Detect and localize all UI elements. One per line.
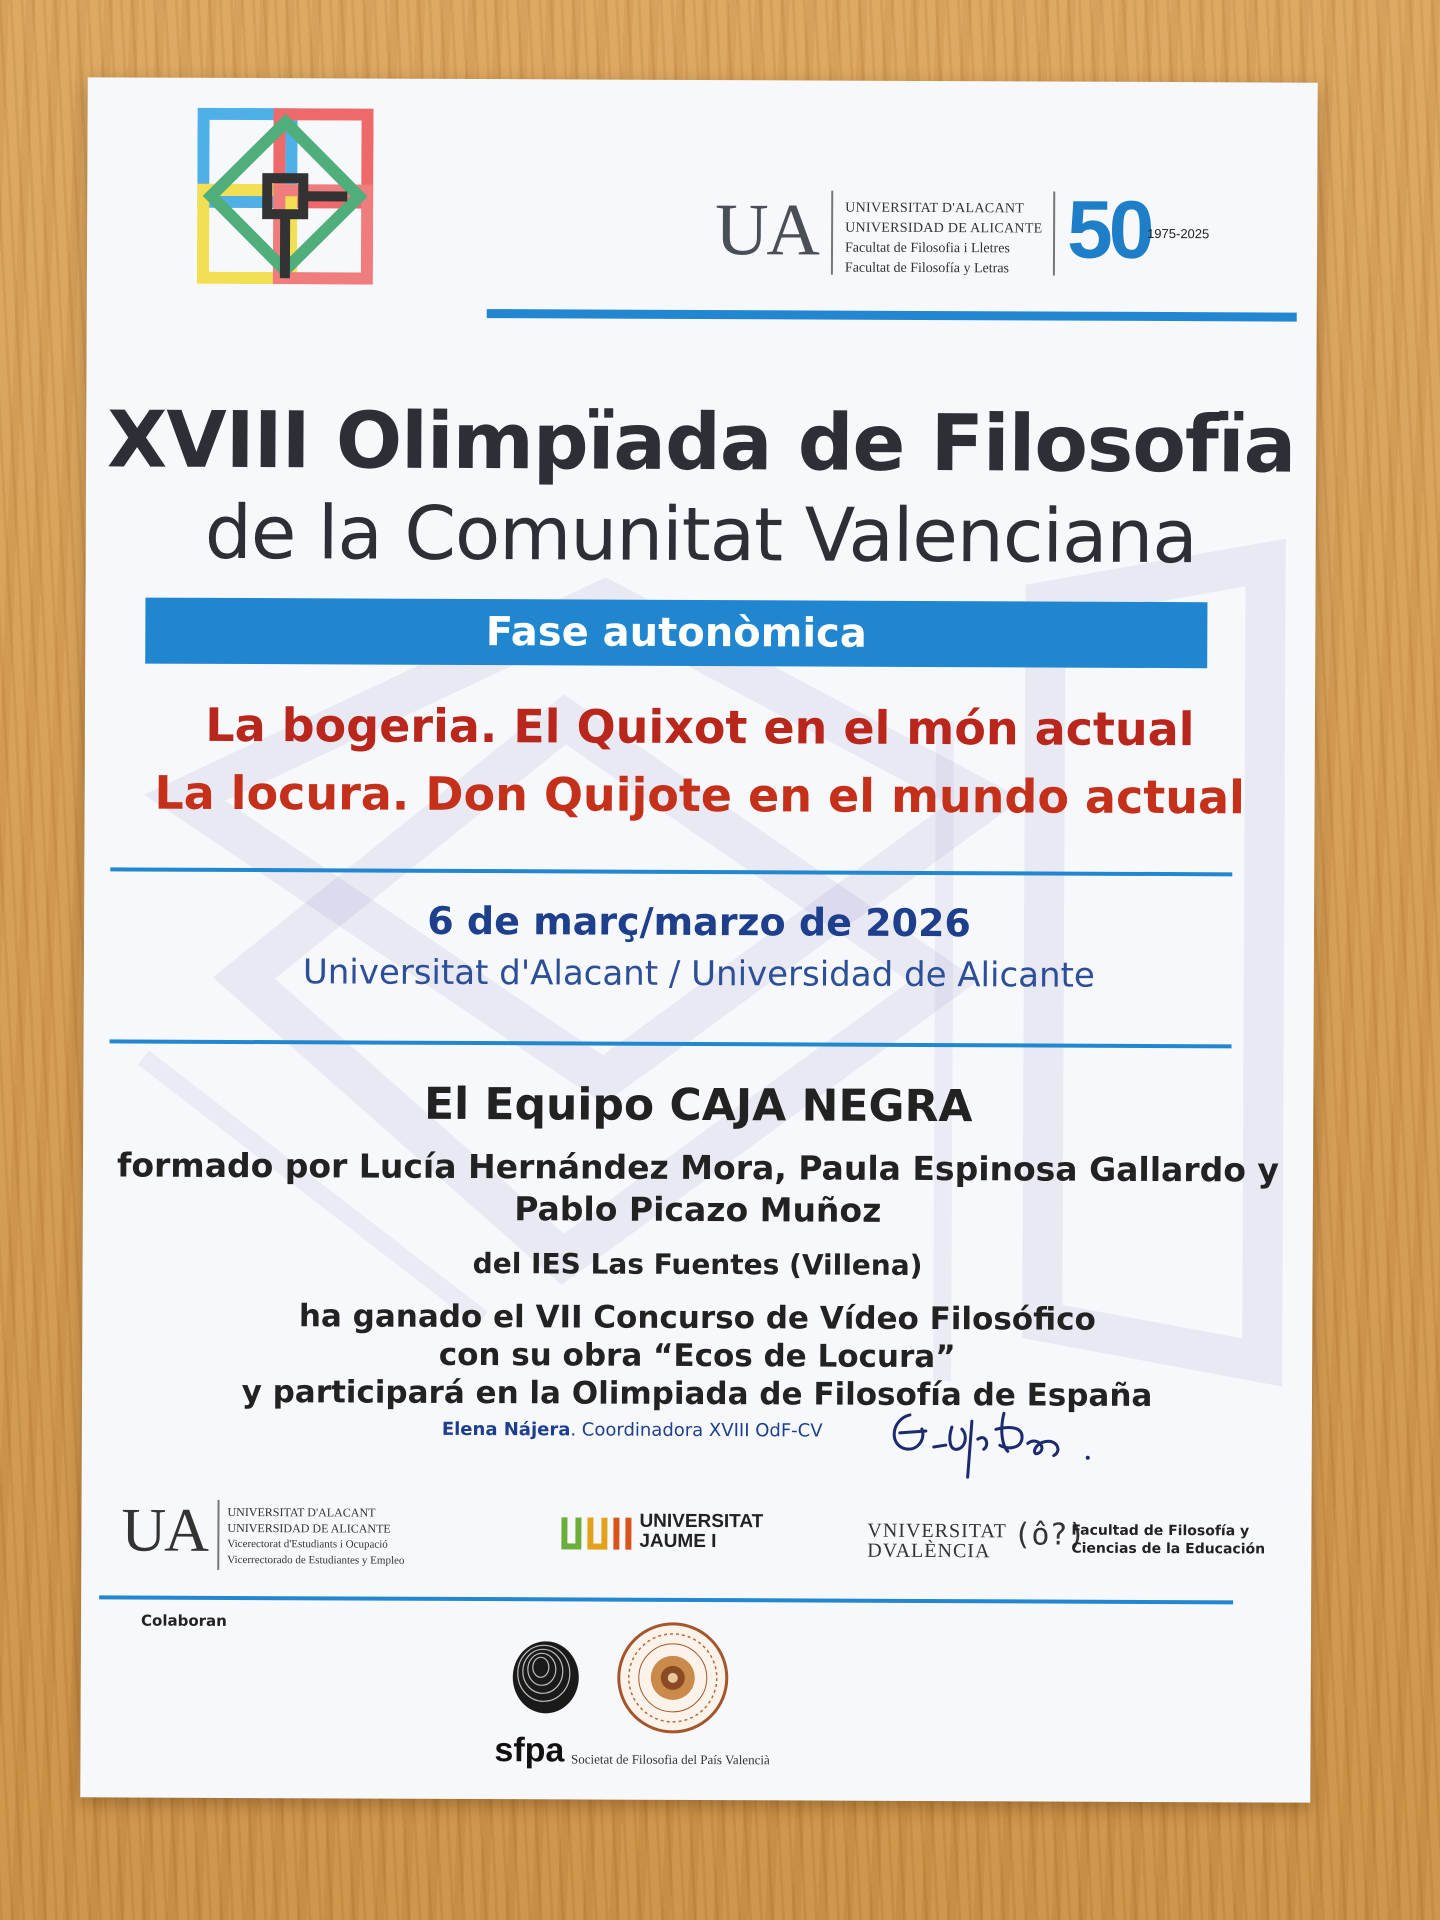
uv-faculty-name: [1071, 1522, 1265, 1559]
uji-name: [639, 1512, 763, 1553]
topic-spanish: La locura. Don Quijote en el mundo actual: [154, 765, 1245, 825]
coordinator-name: Elena Nájera: [441, 1418, 571, 1441]
anniversary-number: 50: [1066, 184, 1151, 276]
ua-partner-line-1: UNIVERSITAT D'ALACANT: [227, 1504, 376, 1520]
header-divider: [831, 191, 833, 275]
uv-line-1: VNIVERSITAT: [867, 1519, 1007, 1543]
topic-valencian: La bogeria. El Quixot en el món actual: [205, 697, 1195, 757]
award-line-1: ha ganado el VII Concurso de Vídeo Filosófico: [298, 1298, 1096, 1338]
event-date: 6 de març/marzo de 2026: [427, 898, 972, 946]
ua-partner-line-2: UNIVERSIDAD DE ALICANTE: [227, 1520, 391, 1536]
uv-faculty-line-1: Facultad de Filosofía y: [1071, 1522, 1250, 1540]
ua-partner-line-4: Vicerrectorado de Estudiantes y Empleo: [227, 1553, 405, 1567]
olympiad-logo-icon: [197, 108, 374, 285]
ua-partner-divider: [217, 1500, 219, 1570]
societat-name: Societat de Filosofia del País Valencià: [571, 1751, 770, 1768]
uv-faculty-line-2: Ciencias de la Educación: [1071, 1540, 1266, 1558]
anniversary-years: 1975-2025: [1147, 225, 1210, 242]
faculty-names: [845, 199, 1043, 280]
certificate-paper: [80, 77, 1317, 1802]
signature-icon: [882, 1399, 1102, 1490]
collaborators-label: Colaboran: [140, 1611, 227, 1630]
faculty-valencian: Facultat de Filosofia i Lletres: [844, 240, 1010, 257]
uni-name-spanish: UNIVERSIDAD DE ALICANTE: [845, 220, 1043, 237]
team-name: El Equipo CAJA NEGRA: [423, 1078, 973, 1133]
uv-line-2: DVALÈNCIA: [867, 1539, 991, 1563]
title-line-2: de la Comunitat Valenciana: [204, 489, 1197, 581]
ua-logo-mark: UA: [714, 189, 819, 272]
uji-logo-icon: [559, 1515, 635, 1551]
phase-banner: Fase autonòmica: [145, 598, 1207, 669]
ua-partner-mark: UA: [121, 1496, 208, 1565]
ua-partner-line-3: Vicerectorat d'Estudiants i Ocupació: [227, 1537, 388, 1551]
coordinator-role: . Coordinadora XVIII OdF-CV: [570, 1419, 823, 1442]
uv-faculty-mark: (ô?): [1013, 1517, 1086, 1553]
uji-line-2: JAUME I: [639, 1530, 717, 1553]
team-members-line-2: Pablo Picazo Muñoz: [514, 1189, 882, 1230]
title-line-1: XVIII Olimpïada de Filosofïa: [106, 395, 1296, 491]
societat-seal-icon: [615, 1620, 732, 1737]
ua-partner-names: [227, 1504, 404, 1569]
uji-line-1: UNIVERSITAT: [639, 1510, 764, 1533]
uv-name: [867, 1521, 1007, 1562]
team-members-line-1: formado por Lucía Hernández Mora, Paula Espinosa Gallardo y: [116, 1145, 1280, 1190]
sfpa-logo-icon: [511, 1637, 581, 1717]
event-venue: Universitat d'Alacant / Universidad de Alicante: [302, 952, 1095, 996]
school-name: del IES Las Fuentes (Villena): [472, 1247, 923, 1282]
award-line-2: con su obra “Ecos de Locura”: [438, 1336, 956, 1376]
uni-name-valencian: UNIVERSITAT D'ALACANT: [845, 200, 1025, 217]
header-divider-2: [1053, 192, 1055, 276]
sfpa-name: sfpa: [494, 1731, 565, 1770]
award-line-3: y participará en la Olimpiada de Filosofía de España: [241, 1374, 1153, 1414]
coordinator-credit: [442, 1419, 823, 1442]
faculty-spanish: Facultat de Filosofía y Letras: [844, 260, 1010, 277]
